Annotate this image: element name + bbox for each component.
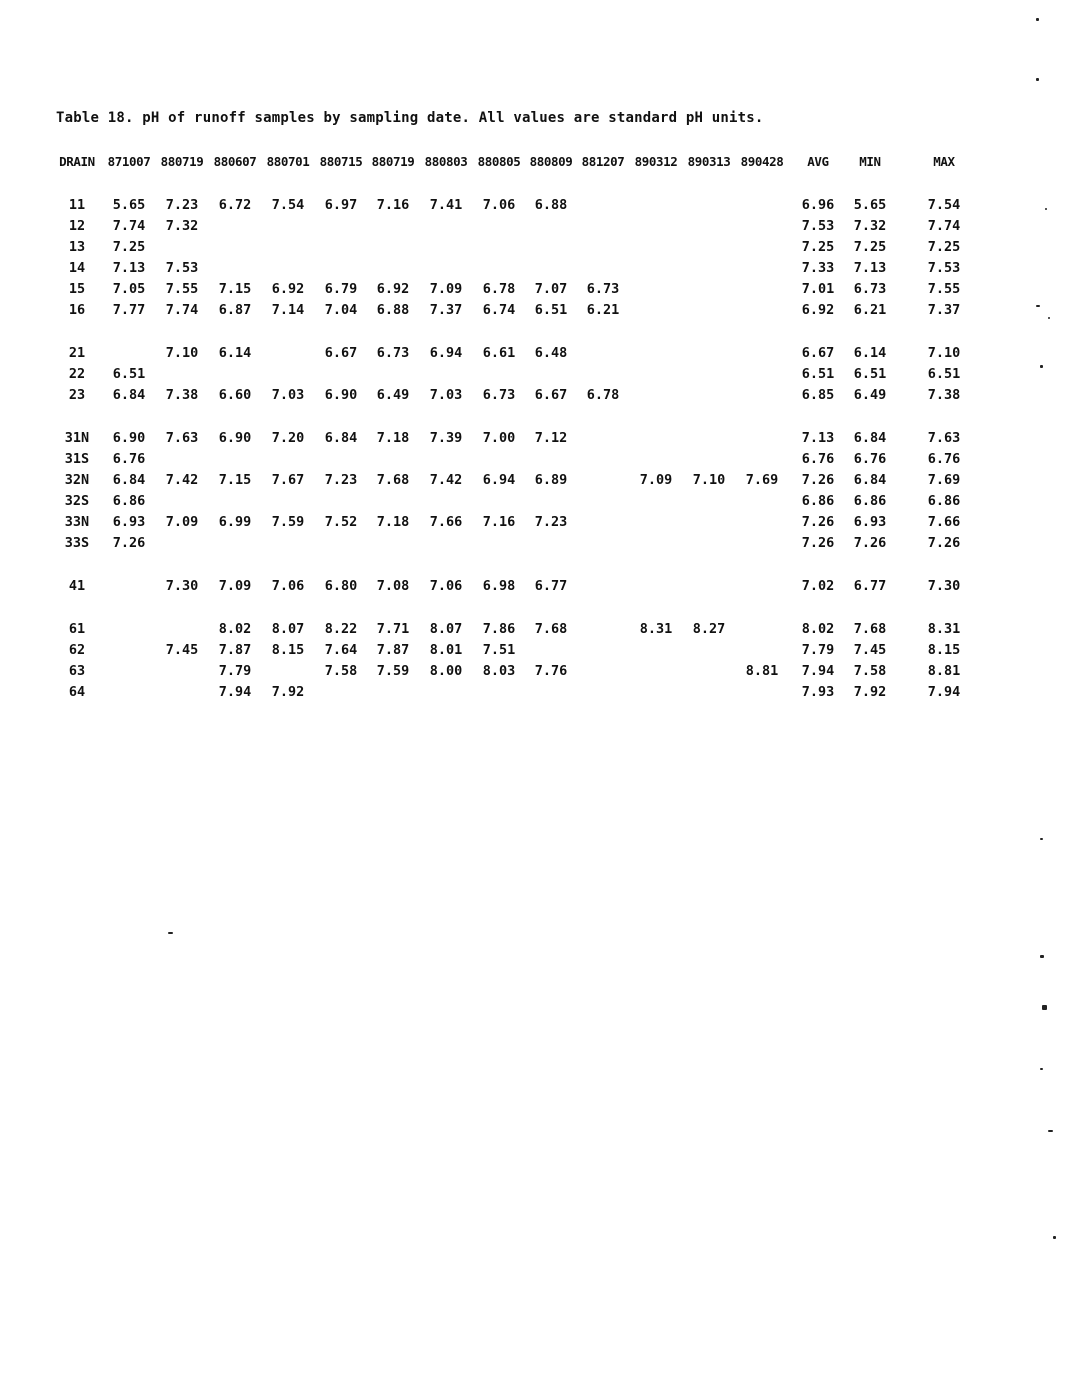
table-caption: Table 18. pH of runoff samples by sampling date. All values are standard pH units. xyxy=(56,110,764,126)
ph-value: 7.18 xyxy=(376,430,410,446)
ph-value: 6.51 xyxy=(801,366,835,382)
ph-value: 7.51 xyxy=(482,642,516,658)
ph-value: 7.68 xyxy=(376,472,410,488)
ph-value: 7.25 xyxy=(853,239,887,255)
column-header: 881207 xyxy=(581,154,625,169)
ph-value: 6.92 xyxy=(376,281,410,297)
ph-value: 7.00 xyxy=(482,430,516,446)
ph-value: 7.25 xyxy=(927,239,961,255)
ph-value: 7.71 xyxy=(376,621,410,637)
ph-value: 7.45 xyxy=(853,642,887,658)
ph-value: 6.76 xyxy=(853,451,887,467)
ph-value: 6.84 xyxy=(853,472,887,488)
scan-speck xyxy=(1040,838,1043,840)
ph-value: 7.15 xyxy=(218,472,252,488)
ph-value: 6.92 xyxy=(801,302,835,318)
ph-value: 7.58 xyxy=(324,663,358,679)
ph-value: 7.64 xyxy=(324,642,358,658)
column-header: 880701 xyxy=(266,154,310,169)
ph-value: 6.99 xyxy=(218,514,252,530)
drain-label: 64 xyxy=(68,684,86,700)
ph-value: 7.54 xyxy=(271,197,305,213)
ph-value: 7.09 xyxy=(639,472,673,488)
ph-value: 6.92 xyxy=(271,281,305,297)
column-header: 890312 xyxy=(634,154,678,169)
column-header: 890313 xyxy=(687,154,731,169)
drain-label: 63 xyxy=(68,663,86,679)
ph-value: 6.72 xyxy=(218,197,252,213)
ph-value: 7.87 xyxy=(376,642,410,658)
ph-value: 5.65 xyxy=(853,197,887,213)
ph-value: 7.94 xyxy=(218,684,252,700)
ph-value: 6.61 xyxy=(482,345,516,361)
ph-value: 7.93 xyxy=(801,684,835,700)
ph-value: 8.07 xyxy=(271,621,305,637)
ph-value: 7.13 xyxy=(112,260,146,276)
ph-value: 8.81 xyxy=(927,663,961,679)
ph-value: 7.59 xyxy=(271,514,305,530)
ph-value: 6.76 xyxy=(927,451,961,467)
ph-value: 6.85 xyxy=(801,387,835,403)
ph-value: 7.09 xyxy=(165,514,199,530)
ph-value: 6.49 xyxy=(853,387,887,403)
ph-value: 7.23 xyxy=(165,197,199,213)
drain-label: 41 xyxy=(68,578,86,594)
ph-value: 7.26 xyxy=(112,535,146,551)
ph-value: 7.54 xyxy=(927,197,961,213)
ph-value: 7.16 xyxy=(482,514,516,530)
scan-speck xyxy=(1036,78,1039,81)
ph-value: 7.37 xyxy=(927,302,961,318)
column-header: 880719 xyxy=(371,154,415,169)
ph-value: 7.58 xyxy=(853,663,887,679)
ph-value: 7.76 xyxy=(534,663,568,679)
ph-value: 6.88 xyxy=(376,302,410,318)
drain-label: 23 xyxy=(68,387,86,403)
ph-value: 7.23 xyxy=(534,514,568,530)
ph-value: 7.63 xyxy=(927,430,961,446)
ph-value: 6.73 xyxy=(853,281,887,297)
ph-value: 6.84 xyxy=(112,472,146,488)
ph-value: 7.38 xyxy=(927,387,961,403)
ph-value: 7.59 xyxy=(376,663,410,679)
ph-value: 8.02 xyxy=(218,621,252,637)
ph-value: 7.86 xyxy=(482,621,516,637)
ph-value: 7.26 xyxy=(853,535,887,551)
ph-value: 7.87 xyxy=(218,642,252,658)
ph-value: 8.22 xyxy=(324,621,358,637)
ph-value: 8.15 xyxy=(271,642,305,658)
ph-value: 6.90 xyxy=(112,430,146,446)
ph-value: 7.20 xyxy=(271,430,305,446)
ph-value: 7.04 xyxy=(324,302,358,318)
ph-value: 8.00 xyxy=(429,663,463,679)
ph-value: 7.10 xyxy=(692,472,726,488)
ph-value: 6.60 xyxy=(218,387,252,403)
ph-value: 7.06 xyxy=(271,578,305,594)
ph-value: 7.30 xyxy=(165,578,199,594)
ph-value: 7.26 xyxy=(801,535,835,551)
ph-value: 8.03 xyxy=(482,663,516,679)
ph-value: 8.07 xyxy=(429,621,463,637)
scan-speck xyxy=(1045,208,1047,210)
column-header: MIN xyxy=(859,154,881,169)
drain-label: 32S xyxy=(64,493,90,509)
ph-value: 7.55 xyxy=(927,281,961,297)
ph-value: 7.02 xyxy=(801,578,835,594)
ph-value: 7.03 xyxy=(429,387,463,403)
ph-value: 7.08 xyxy=(376,578,410,594)
ph-value: 6.79 xyxy=(324,281,358,297)
ph-value: 6.86 xyxy=(801,493,835,509)
ph-value: 6.51 xyxy=(112,366,146,382)
ph-value: 8.15 xyxy=(927,642,961,658)
ph-value: 7.13 xyxy=(801,430,835,446)
ph-value: 7.55 xyxy=(165,281,199,297)
ph-value: 7.63 xyxy=(165,430,199,446)
drain-label: 31S xyxy=(64,451,90,467)
drain-label: 33N xyxy=(64,514,90,530)
scan-speck xyxy=(1040,1068,1043,1070)
ph-value: 8.31 xyxy=(927,621,961,637)
scan-speck xyxy=(1040,365,1043,368)
ph-value: 7.03 xyxy=(271,387,305,403)
drain-label: 11 xyxy=(68,197,86,213)
ph-value: 7.10 xyxy=(927,345,961,361)
column-header: 890428 xyxy=(740,154,784,169)
ph-value: 7.69 xyxy=(745,472,779,488)
column-header: 880805 xyxy=(477,154,521,169)
drain-label: 13 xyxy=(68,239,86,255)
drain-label: 16 xyxy=(68,302,86,318)
ph-value: 7.26 xyxy=(927,535,961,551)
ph-value: 6.67 xyxy=(324,345,358,361)
ph-value: 7.94 xyxy=(927,684,961,700)
ph-value: 7.79 xyxy=(801,642,835,658)
ph-value: 8.02 xyxy=(801,621,835,637)
ph-value: 6.96 xyxy=(801,197,835,213)
ph-value: 6.21 xyxy=(853,302,887,318)
ph-value: 7.41 xyxy=(429,197,463,213)
ph-value: 6.49 xyxy=(376,387,410,403)
ph-value: 7.66 xyxy=(429,514,463,530)
ph-value: 6.14 xyxy=(218,345,252,361)
ph-value: 6.74 xyxy=(482,302,516,318)
ph-value: 6.88 xyxy=(534,197,568,213)
ph-value: 7.77 xyxy=(112,302,146,318)
ph-value: 6.97 xyxy=(324,197,358,213)
scan-speck xyxy=(1048,1130,1053,1132)
ph-value: 6.84 xyxy=(853,430,887,446)
ph-value: 6.51 xyxy=(853,366,887,382)
ph-value: 6.67 xyxy=(534,387,568,403)
scan-speck xyxy=(1048,317,1050,319)
ph-value: 6.84 xyxy=(324,430,358,446)
ph-value: 6.73 xyxy=(482,387,516,403)
ph-value: 6.86 xyxy=(112,493,146,509)
ph-value: 6.21 xyxy=(586,302,620,318)
scan-speck xyxy=(1053,1236,1056,1239)
ph-value: 7.33 xyxy=(801,260,835,276)
ph-value: 7.45 xyxy=(165,642,199,658)
ph-value: 8.01 xyxy=(429,642,463,658)
ph-value: 7.09 xyxy=(429,281,463,297)
ph-value: 6.73 xyxy=(376,345,410,361)
ph-value: 7.92 xyxy=(271,684,305,700)
ph-value: 7.38 xyxy=(165,387,199,403)
ph-value: 7.18 xyxy=(376,514,410,530)
ph-value: 7.74 xyxy=(165,302,199,318)
column-header: DRAIN xyxy=(59,154,95,169)
ph-value: 7.25 xyxy=(112,239,146,255)
ph-value: 7.07 xyxy=(534,281,568,297)
ph-value: 7.05 xyxy=(112,281,146,297)
ph-value: 6.78 xyxy=(482,281,516,297)
ph-value: 7.74 xyxy=(927,218,961,234)
drain-label: 33S xyxy=(64,535,90,551)
column-header: 871007 xyxy=(107,154,151,169)
ph-value: 6.76 xyxy=(801,451,835,467)
ph-value: 7.12 xyxy=(534,430,568,446)
drain-label: 61 xyxy=(68,621,86,637)
drain-label: 62 xyxy=(68,642,86,658)
column-header: 880719 xyxy=(160,154,204,169)
ph-value: 6.89 xyxy=(534,472,568,488)
scan-speck xyxy=(1042,1005,1047,1010)
ph-value: 7.69 xyxy=(927,472,961,488)
ph-value: 7.23 xyxy=(324,472,358,488)
ph-value: 5.65 xyxy=(112,197,146,213)
ph-value: 8.31 xyxy=(639,621,673,637)
ph-value: 6.86 xyxy=(853,493,887,509)
ph-value: 6.76 xyxy=(112,451,146,467)
ph-value: 7.06 xyxy=(429,578,463,594)
ph-value: 8.27 xyxy=(692,621,726,637)
column-header: 880715 xyxy=(319,154,363,169)
ph-value: 7.16 xyxy=(376,197,410,213)
ph-value: 6.86 xyxy=(927,493,961,509)
ph-value: 7.14 xyxy=(271,302,305,318)
ph-value: 7.01 xyxy=(801,281,835,297)
drain-label: 31N xyxy=(64,430,90,446)
column-header: 880809 xyxy=(529,154,573,169)
ph-value: 7.37 xyxy=(429,302,463,318)
ph-value: 7.94 xyxy=(801,663,835,679)
ph-value: 6.51 xyxy=(534,302,568,318)
scan-speck xyxy=(168,932,173,934)
column-header: MAX xyxy=(933,154,955,169)
ph-value: 7.42 xyxy=(165,472,199,488)
ph-value: 6.90 xyxy=(324,387,358,403)
ph-value: 7.32 xyxy=(165,218,199,234)
ph-value: 7.32 xyxy=(853,218,887,234)
drain-label: 21 xyxy=(68,345,86,361)
ph-value: 6.51 xyxy=(927,366,961,382)
ph-value: 6.48 xyxy=(534,345,568,361)
ph-value: 6.77 xyxy=(853,578,887,594)
ph-value: 7.09 xyxy=(218,578,252,594)
ph-value: 6.93 xyxy=(853,514,887,530)
ph-value: 7.79 xyxy=(218,663,252,679)
ph-value: 6.93 xyxy=(112,514,146,530)
column-header: AVG xyxy=(807,154,829,169)
ph-value: 7.42 xyxy=(429,472,463,488)
ph-value: 7.26 xyxy=(801,514,835,530)
ph-value: 6.94 xyxy=(482,472,516,488)
ph-value: 7.68 xyxy=(534,621,568,637)
ph-value: 7.39 xyxy=(429,430,463,446)
ph-value: 6.14 xyxy=(853,345,887,361)
ph-value: 6.87 xyxy=(218,302,252,318)
drain-label: 22 xyxy=(68,366,86,382)
scan-speck xyxy=(1036,18,1039,21)
scan-speck xyxy=(1040,955,1044,958)
ph-value: 7.66 xyxy=(927,514,961,530)
ph-value: 6.67 xyxy=(801,345,835,361)
ph-value: 6.94 xyxy=(429,345,463,361)
ph-value: 7.25 xyxy=(801,239,835,255)
column-header: 880607 xyxy=(213,154,257,169)
ph-value: 7.53 xyxy=(927,260,961,276)
ph-value: 8.81 xyxy=(745,663,779,679)
ph-value: 6.80 xyxy=(324,578,358,594)
drain-label: 32N xyxy=(64,472,90,488)
ph-value: 7.74 xyxy=(112,218,146,234)
ph-value: 7.30 xyxy=(927,578,961,594)
ph-value: 6.73 xyxy=(586,281,620,297)
ph-value: 6.98 xyxy=(482,578,516,594)
drain-label: 14 xyxy=(68,260,86,276)
drain-label: 15 xyxy=(68,281,86,297)
ph-value: 7.10 xyxy=(165,345,199,361)
drain-label: 12 xyxy=(68,218,86,234)
ph-value: 6.84 xyxy=(112,387,146,403)
ph-value: 7.26 xyxy=(801,472,835,488)
ph-value: 6.78 xyxy=(586,387,620,403)
ph-value: 7.53 xyxy=(801,218,835,234)
ph-value: 7.13 xyxy=(853,260,887,276)
ph-value: 7.92 xyxy=(853,684,887,700)
ph-value: 7.53 xyxy=(165,260,199,276)
scan-speck xyxy=(1036,305,1040,307)
ph-value: 7.06 xyxy=(482,197,516,213)
ph-value: 6.77 xyxy=(534,578,568,594)
ph-value: 6.90 xyxy=(218,430,252,446)
ph-value: 7.15 xyxy=(218,281,252,297)
ph-value: 7.52 xyxy=(324,514,358,530)
ph-value: 7.68 xyxy=(853,621,887,637)
column-header: 880803 xyxy=(424,154,468,169)
ph-value: 7.67 xyxy=(271,472,305,488)
